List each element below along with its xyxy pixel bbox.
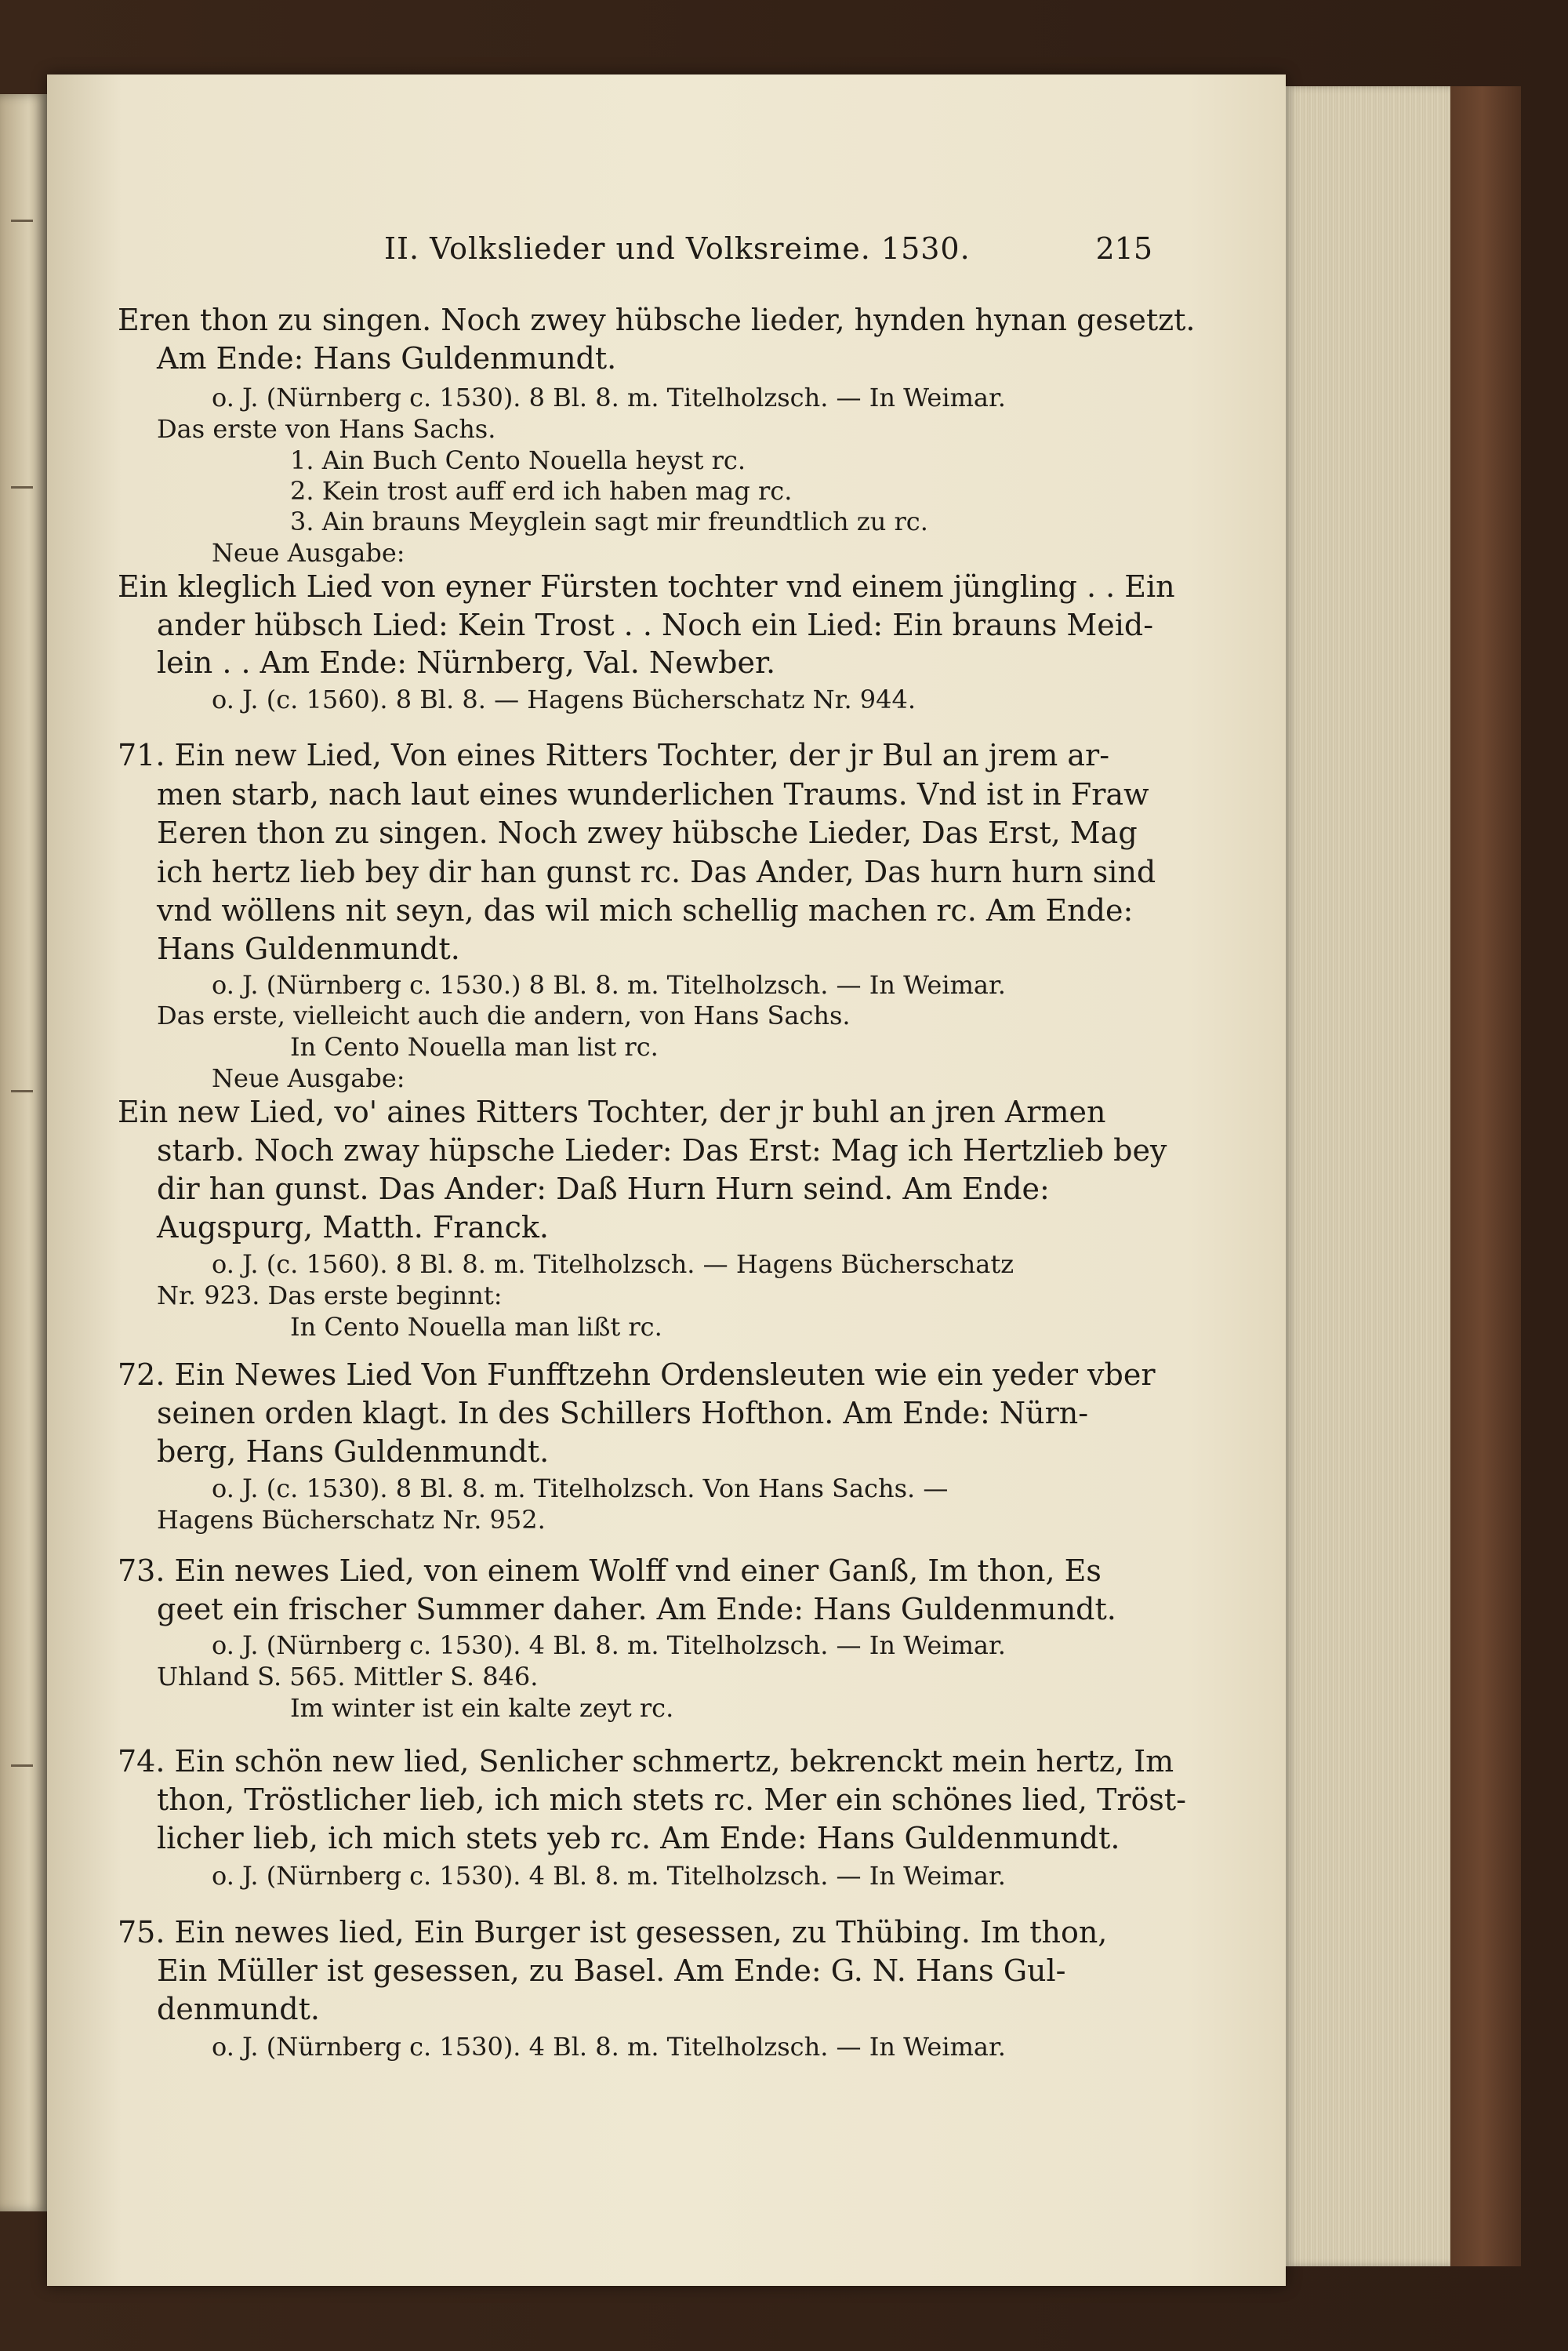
text-line: 2. Kein trost auff erd ich haben mag rc. bbox=[290, 476, 793, 506]
text-line: men starb, nach laut eines wunderlichen Traums. Vnd ist in Fraw bbox=[157, 777, 1149, 812]
text-line: Im winter ist ein kalte zeyt rc. bbox=[290, 1693, 674, 1723]
entry-75-line: 75. Ein newes lied, Ein Burger ist gesessen, zu Thübing. Im thon, bbox=[118, 1915, 1108, 1949]
text-line: o. J. (Nürnberg c. 1530.) 8 Bl. 8. m. Titelholzsch. — In Weimar. bbox=[212, 970, 1006, 1000]
text-line: o. J. (c. 1560). 8 Bl. 8. m. Titelholzsch. — Hagens Bücherschatz bbox=[212, 1249, 1014, 1279]
text-line: Das erste, vielleicht auch die andern, von Hans Sachs. bbox=[157, 1001, 851, 1030]
text-line: starb. Noch zway hüpsche Lieder: Das Erst: Mag ich Hertzlieb bey bbox=[157, 1133, 1167, 1168]
page-number: 215 bbox=[1095, 231, 1152, 266]
text-line: ander hübsch Lied: Kein Trost . . Noch ein Lied: Ein brauns Meid- bbox=[157, 608, 1154, 642]
text-line: Hans Guldenmundt. bbox=[157, 932, 460, 966]
text-line: Ein new Lied, vo' aines Ritters Tochter, der jr buhl an jren Armen bbox=[118, 1095, 1106, 1129]
entry-71-line: 71. Ein new Lied, Von eines Ritters Tochter, der jr Bul an jrem ar- bbox=[118, 738, 1110, 772]
text-line: Nr. 923. Das erste beginnt: bbox=[157, 1281, 503, 1310]
text-line: 3. Ain brauns Meyglein sagt mir freundtlich zu rc. bbox=[290, 507, 928, 536]
text-line: vnd wöllens nit seyn, das wil mich schellig machen rc. Am Ende: bbox=[157, 893, 1134, 928]
text-line: o. J. (Nürnberg c. 1530). 4 Bl. 8. m. Titelholzsch. — In Weimar. bbox=[212, 1861, 1006, 1891]
running-header bbox=[118, 231, 1152, 278]
text-line: lein . . Am Ende: Nürnberg, Val. Newber. bbox=[157, 645, 776, 680]
text-line: Augspurg, Matth. Franck. bbox=[157, 1210, 549, 1245]
text-line: o. J. (c. 1560). 8 Bl. 8. — Hagens Bücherschatz Nr. 944. bbox=[212, 685, 916, 714]
text-line: licher lieb, ich mich stets yeb rc. Am Ende: Hans Guldenmundt. bbox=[157, 1821, 1120, 1855]
text-line: o. J. (Nürnberg c. 1530). 4 Bl. 8. m. Titelholzsch. — In Weimar. bbox=[212, 1630, 1006, 1660]
text-line: dir han gunst. Das Ander: Daß Hurn Hurn seind. Am Ende: bbox=[157, 1172, 1050, 1206]
text-line: ich hertz lieb bey dir han gunst rc. Das Ander, Das hurn hurn sind bbox=[157, 855, 1156, 889]
text-line: denmundt. bbox=[157, 1992, 320, 2026]
page-stack-edges bbox=[1286, 86, 1450, 2266]
text-line: o. J. (Nürnberg c. 1530). 8 Bl. 8. m. Titelholzsch. — In Weimar. bbox=[212, 383, 1006, 412]
text-line: seinen orden klagt. In des Schillers Hofthon. Am Ende: Nürn- bbox=[157, 1396, 1089, 1430]
text-line: geet ein frischer Summer daher. Am Ende: Hans Guldenmundt. bbox=[157, 1592, 1116, 1626]
text-line: o. J. (Nürnberg c. 1530). 4 Bl. 8. m. Titelholzsch. — In Weimar. bbox=[212, 2032, 1006, 2062]
text-line: Ein kleglich Lied von eyner Fürsten tochter vnd einem jüngling . . Ein bbox=[118, 569, 1175, 604]
text-line: Am Ende: Hans Guldenmundt. bbox=[157, 341, 617, 376]
text-line: Neue Ausgabe: bbox=[212, 538, 405, 568]
book-cover-edge bbox=[1450, 86, 1521, 2266]
text-line: In Cento Nouella man lißt rc. bbox=[290, 1312, 662, 1342]
entry-74-line: 74. Ein schön new lied, Senlicher schmertz, bekrenckt mein hertz, Im bbox=[118, 1744, 1174, 1779]
running-title: II. Volkslieder und Volksreime. 1530. bbox=[384, 231, 971, 266]
text-line: Hagens Bücherschatz Nr. 952. bbox=[157, 1505, 546, 1535]
entry-72-line: 72. Ein Newes Lied Von Funfftzehn Ordensleuten wie ein yeder vber bbox=[118, 1357, 1156, 1392]
text-line: Das erste von Hans Sachs. bbox=[157, 414, 496, 444]
text-line: Eren thon zu singen. Noch zwey hübsche lieder, hynden hynan gesetzt. bbox=[118, 303, 1196, 337]
text-line: Eeren thon zu singen. Noch zwey hübsche Lieder, Das Erst, Mag bbox=[157, 816, 1138, 850]
text-line: Uhland S. 565. Mittler S. 846. bbox=[157, 1662, 539, 1691]
text-line: o. J. (c. 1530). 8 Bl. 8. m. Titelholzsch. Von Hans Sachs. — bbox=[212, 1473, 949, 1503]
entry-73-line: 73. Ein newes Lied, von einem Wolff vnd einer Ganß, Im thon, Es bbox=[118, 1553, 1102, 1588]
text-line: 1. Ain Buch Cento Nouella heyst rc. bbox=[290, 445, 746, 475]
left-page-edge bbox=[0, 94, 47, 2211]
text-line: Neue Ausgabe: bbox=[212, 1063, 405, 1093]
text-line: Ein Müller ist gesessen, zu Basel. Am Ende: G. N. Hans Gul- bbox=[157, 1953, 1066, 1988]
text-line: In Cento Nouella man list rc. bbox=[290, 1032, 659, 1062]
text-line: berg, Hans Guldenmundt. bbox=[157, 1434, 550, 1469]
text-line: thon, Tröstlicher lieb, ich mich stets rc. Mer ein schönes lied, Tröst- bbox=[157, 1782, 1187, 1817]
